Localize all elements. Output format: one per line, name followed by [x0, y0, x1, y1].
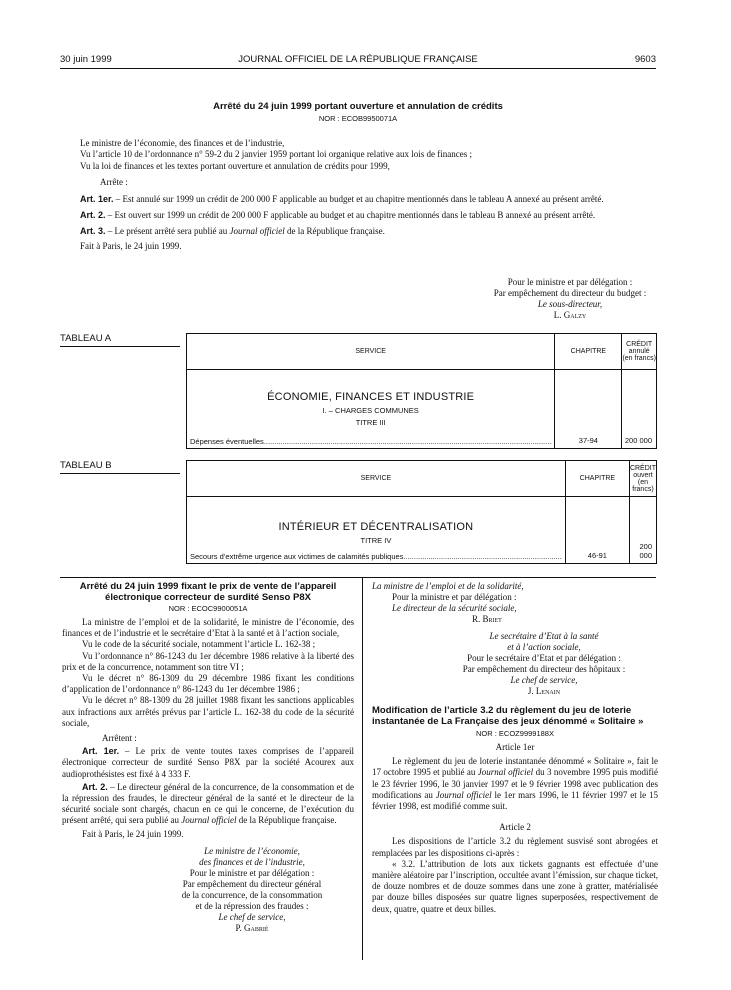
article-heading: Article 2: [499, 822, 531, 833]
paragraph: Les dispositions de l’article 3.2 du règlement susvisé sont abrogées et remplacées par les dispositions ci-après :: [372, 836, 658, 858]
arrete1-visa-3: Vu la loi de finances et les textes portant ouverture et annulation de crédits pour 1999,: [80, 160, 390, 171]
col-header-credit: CRÉDIT annulé (en francs): [622, 334, 657, 370]
arrete1-article-1: Art. 1er. – Est annulé sur 1999 un crédit de 200 000 F applicable au budget et au chapitre mentionnés dans le tableau A annexé au présent arrêté.: [80, 193, 604, 204]
paragraph: Vu le décret n° 88-1309 du 28 juillet 1988 fixant les sanctions applicables aux infractions aux arrêtés prévus par l’article L. 162-38 du code de la sécurité sociale,: [62, 695, 354, 728]
arrete1-nor: NOR : ECOB9950071A: [318, 114, 398, 123]
tableau-b-label: TABLEAU B: [60, 460, 180, 474]
arrete2-body: [62, 617, 354, 840]
arrete1-fait: Fait à Paris, le 24 juin 1999.: [80, 240, 182, 251]
header-page-number: 9603: [634, 54, 656, 65]
arrete1-visa-2: Vu l’article 10 de l’ordonnance n° 59-2 du 2 janvier 1959 portant loi organique relative aux lois de finances ;: [80, 149, 473, 160]
article-heading: Article 1er: [495, 742, 535, 752]
arrete2-fait: Fait à Paris, le 24 juin 1999.: [82, 828, 184, 839]
arrete1-article-2: Art. 2. – Est ouvert sur 1999 un crédit de 200 000 F applicable au budget et au chapitre mentionnés dans le tableau B annexé au présent arrêté.: [80, 210, 596, 221]
column-rule: [362, 578, 363, 960]
arrete2-signature-1: Le ministre de l’économie, des finances et de l’industrie, Pour le ministre et par délégation : Par empêchement du directeur général de la concurrence, de la consommation et de la répression des fraudes : Le chef de service, P. Gabrié: [181, 845, 323, 933]
arretent-word: Arrêtent :: [102, 733, 137, 744]
paragraph: Vu le décret n° 86-1309 du 29 décembre 1986 fixant les conditions d’application de l’ordonnance n° 86-1243 du 1er décembre 1986 ;: [62, 673, 354, 695]
line-label: Dépenses éventuelles..........................................................................................................................................: [190, 437, 552, 446]
arrete2-article-2: Art. 2. – Le directeur général de la concurrence, de la consommation et de la répression des fraudes, le directeur général de la santé et le directeur de la sécurité sociale sont chargés, chacun en ce qui le concerne, de l’exécution du présent arrêté, qui sera publié au Journal officiel de la République française.: [62, 781, 354, 826]
ministry-name: ÉCONOMIE, FINANCES ET INDUSTRIE: [267, 391, 475, 403]
signature-line: Pour le ministre et par délégation :: [507, 277, 633, 287]
col-header-service: SERVICE: [187, 334, 555, 370]
titre-name: TITRE III: [355, 418, 386, 427]
arrete1-title: Arrêté du 24 juin 1999 portant ouverture et annulation de crédits: [213, 101, 503, 112]
signatory-name: L. Galzy: [553, 310, 587, 320]
table-row: [187, 497, 657, 564]
right-column: [372, 581, 658, 915]
loterie-nor: NOR : ECOZ9999188X: [476, 729, 554, 738]
header-journal-title: JOURNAL OFFICIEL DE LA RÉPUBLIQUE FRANÇAISE: [238, 54, 478, 65]
arrete2-nor: NOR : ECOC9900051A: [168, 604, 248, 613]
arrete2-signature-2: La ministre de l’emploi et de la solidarité, Pour la ministre et par délégation : Le directeur de la sécurité sociale, R. Briet: [372, 581, 524, 624]
section-rule: [60, 577, 656, 578]
arrete1-article-3: Art. 3. – Le présent arrêté sera publié au Journal officiel de la République française.: [80, 226, 385, 237]
header-rule: [60, 68, 656, 69]
service-cell: [187, 370, 555, 449]
line-label: Secours d’extrême urgence aux victimes de calamités publiques............................................................................: [190, 552, 562, 561]
table-header-row: [187, 334, 657, 370]
service-cell: [187, 497, 566, 564]
table-header-row: [187, 461, 657, 497]
arrete2-title: Arrêté du 24 juin 1999 fixant le prix de vente de l’appareil électronique correcteur de surdité Senso P8X: [79, 581, 337, 603]
chapitre-value: 37-94: [555, 370, 622, 449]
paragraph: Vu l’ordonnance n° 86-1243 du 1er décembre 1986 relative à la liberté des prix et de la concurrence, notamment son titre VI ;: [62, 650, 354, 672]
arrete2-column: [62, 581, 354, 934]
arrete1-arrete-word: Arrête :: [100, 177, 128, 188]
titre-name: TITRE IV: [360, 536, 392, 545]
loterie-body: [372, 742, 658, 915]
paragraph: « 3.2. L’attribution de lots aux tickets gagnants est effectuée d’une manière aléatoire par l’inscription, occultée avant l’émission, sur chaque ticket, de douze nombres et de douze sommes dans une zone à gratter, matérialisée par douze billes disposées sur quatre lignes superposées, respectivement de deux, quatre, quatre et deux billes.: [372, 858, 658, 914]
loterie-title: Modification de l’article 3.2 du règlement du jeu de loterie instantanée de La Française des jeux dénommé « Solitaire »: [372, 705, 644, 727]
paragraph: Vu le code de la sécurité sociale, notamment l’article L. 162-38 ;: [82, 639, 316, 650]
chapitre-value: 46-91: [565, 497, 629, 564]
ministry-name: INTÉRIEUR ET DÉCENTRALISATION: [278, 521, 474, 533]
signature-title: Le sous-directeur,: [537, 299, 603, 309]
arrete1-body: [60, 138, 657, 252]
col-header-credit: CRÉDIT ouvert (en francs): [629, 461, 656, 497]
tableau-a-label: TABLEAU A: [60, 333, 180, 347]
paragraph: La ministre de l’emploi et de la solidarité, le ministre de l’économie, des finances et de l’industrie et le secrétaire d’Etat à la santé et à l’action sociale,: [62, 617, 354, 639]
running-header: [60, 54, 656, 68]
loterie-article-1: Le règlement du jeu de loterie instantanée dénommé « Solitaire », fait le 17 octobre 1995 et publié au Journal officiel du 3 novembre 1995 puis modifié le 23 février 1996, le 30 janvier 1997 et le 9 février 1998 avec publication des modifications au Journal officiel le 1er mars 1996, le 11 février 1997 et le 15 février 1998, est modifié comme suit.: [372, 756, 658, 812]
section-name: I. – CHARGES COMMUNES: [322, 406, 419, 415]
arrete1-signature: [460, 277, 680, 321]
tableau-a: [186, 333, 657, 449]
arrete2-article-1: Art. 1er. – Le prix de vente toutes taxes comprises de l’appareil électronique correcteur de surdité Senso P8X par la société Acourex aux audioprothésistes est fixé à 4 333 F.: [62, 746, 354, 779]
tableau-b: [186, 460, 657, 564]
col-header-chapitre: CHAPITRE: [555, 334, 622, 370]
col-header-service: SERVICE: [187, 461, 566, 497]
amount-value: 200 000: [622, 370, 657, 449]
col-header-chapitre: CHAPITRE: [565, 461, 629, 497]
arrete1-visa-1: Le ministre de l’économie, des finances et de l’industrie,: [80, 138, 285, 148]
header-date: 30 juin 1999: [60, 54, 112, 65]
amount-value: 200 000: [629, 497, 656, 564]
table-row: [187, 370, 657, 449]
signature-line: Par empêchement du directeur du budget :: [493, 288, 647, 298]
arrete2-signature-3: Le secrétaire d’Etat à la santé et à l’action sociale, Pour le secrétaire d’Etat et par délégation : Par empêchement du directeur des hôpitaux : Le chef de service, J. Lenain: [462, 631, 626, 696]
